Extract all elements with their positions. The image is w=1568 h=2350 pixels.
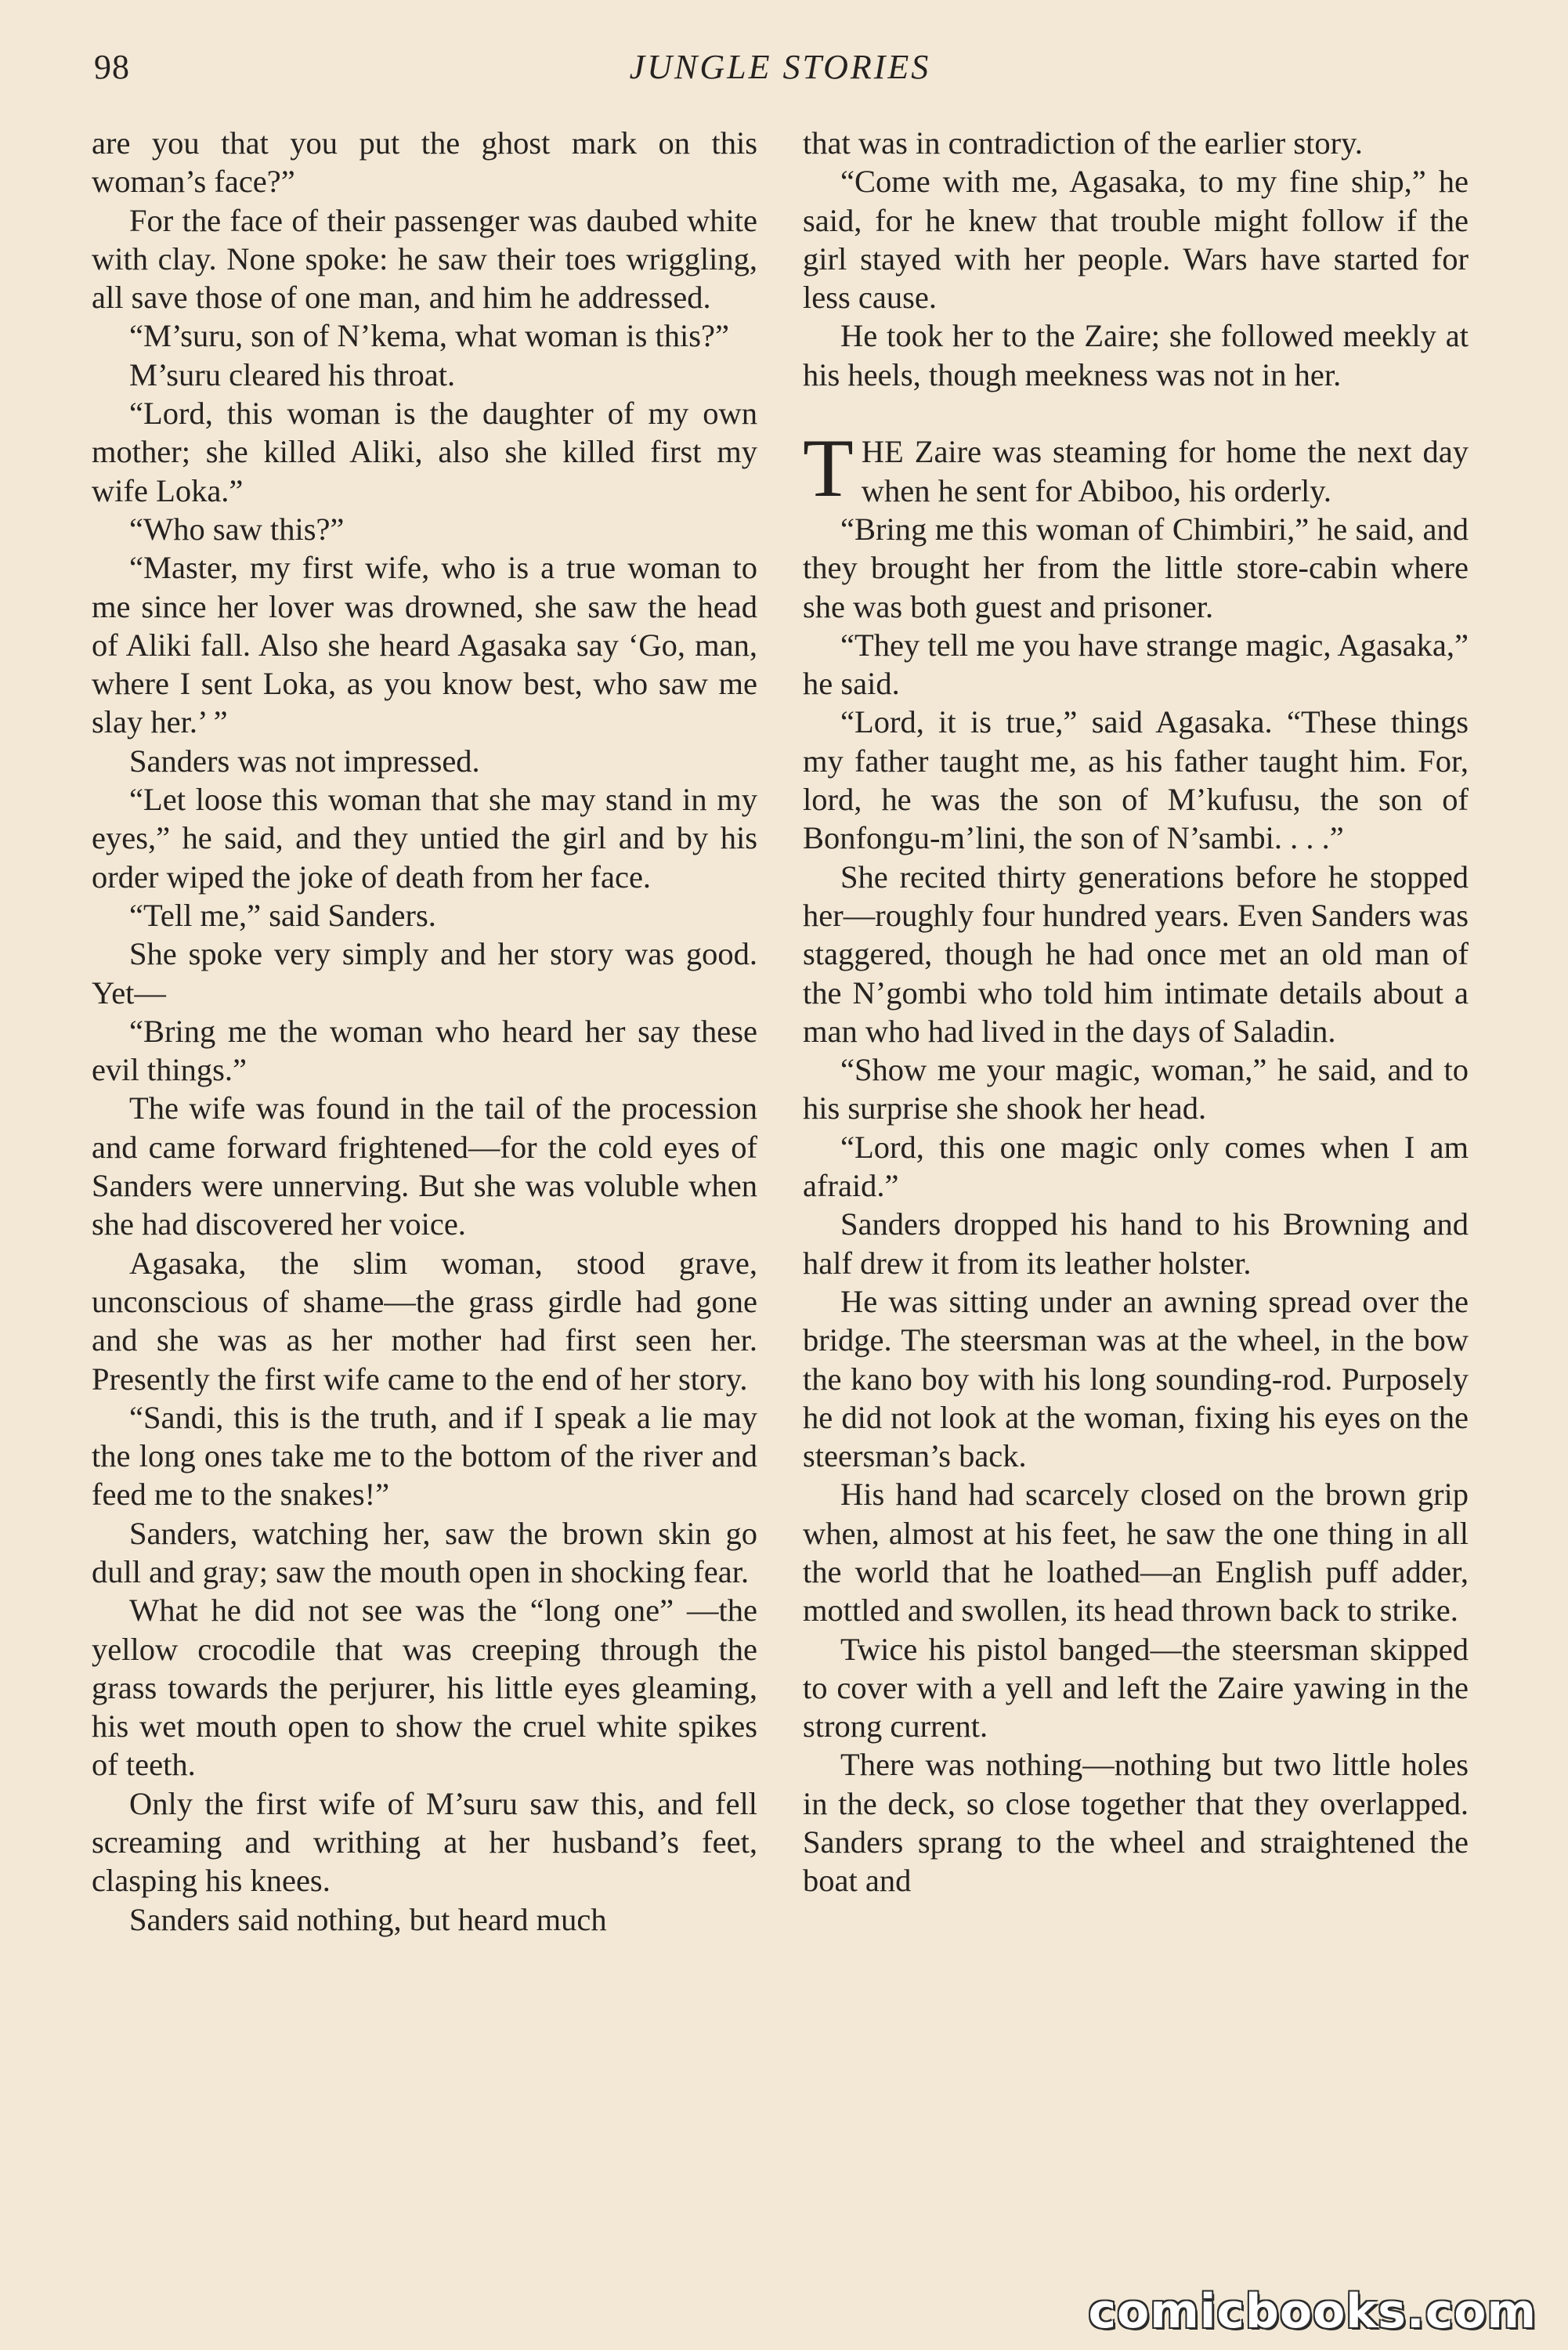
paragraph: “Lord, this woman is the daughter of my own mother; she killed Aliki, also she killed first my wife Loka.”: [92, 396, 757, 508]
paragraph: “They tell me you have strange magic, Agasaka,” he said.: [803, 627, 1469, 702]
drop-cap-text: HE Zaire was steaming for home the next day when he sent for Abiboo, his orderly.: [861, 434, 1469, 508]
paragraph: Twice his pistol banged—the steersman skipped to cover with a yell and left the Zaire yawing in the strong current.: [803, 1631, 1469, 1744]
paragraph: She recited thirty generations before he stopped her—roughly four hundred years. Even Sanders was staggered, though he had once met an old man of the N’gombi who told him intimate details about a man who had lived in the days of Saladin.: [803, 859, 1469, 1049]
paragraph: The wife was found in the tail of the procession and came forward frightened—for the cold eyes of Sanders were unnerving. But she was voluble when she had discovered her voice.: [92, 1090, 757, 1242]
paragraph: Agasaka, the slim woman, stood grave, unconscious of shame—the grass girdle had gone and she was as her mother had first seen her. Presently the first wife came to the end of her story.: [92, 1245, 757, 1397]
paragraph: Sanders was not impressed.: [129, 743, 480, 779]
paragraph: “Show me your magic, woman,” he said, and to his surprise she shook her head.: [803, 1052, 1469, 1126]
paragraph: “Sandi, this is the truth, and if I speak a lie may the long ones take me to the bottom of the river and feed me to the snakes!”: [92, 1399, 757, 1513]
paragraph: His hand had scarcely closed on the brown grip when, almost at his feet, he saw the one thing in all the world that he loathed—an English puff adder, mottled and swollen, its head thrown back to strike.: [803, 1477, 1469, 1629]
section-opening-paragraph: [803, 422, 1469, 515]
paragraph: He was sitting under an awning spread over the bridge. The steersman was at the wheel, in the bow the kano boy with his long sounding-rod. Purposely he did not look at the woman, fixing his eyes on the steersman’s back.: [803, 1283, 1469, 1474]
paragraph: She spoke very simply and her story was good. Yet—: [92, 936, 757, 1010]
paragraph: “Lord, this one magic only comes when I am afraid.”: [803, 1129, 1469, 1204]
page-header: [94, 41, 1466, 96]
paragraph: For the face of their passenger was daubed white with clay. None spoke: he saw their toes wriggling, all save those of one man, and him he addressed.: [92, 202, 757, 316]
page-number: 98: [94, 48, 130, 86]
paragraph: There was nothing—nothing but two little holes in the deck, so close together that they overlapped. Sanders sprang to the wheel and straightened the boat and: [803, 1747, 1469, 1899]
paragraph: He took her to the Zaire; she followed meekly at his heels, though meekness was not in her.: [803, 318, 1469, 392]
paragraph: “Come with me, Agasaka, to my fine ship,” he said, for he knew that trouble might follow if the girl stayed with her people. Wars have started for less cause.: [803, 164, 1469, 316]
drop-cap: T: [803, 422, 854, 515]
paragraph: Sanders, watching her, saw the brown skin go dull and gray; saw the mouth open in shocking fear.: [92, 1515, 757, 1589]
paragraph: Only the first wife of M’suru saw this, and fell screaming and writhing at her husband’s feet, clasping his knees.: [92, 1785, 757, 1899]
paragraph: What he did not see was the “long one” —the yellow crocodile that was creeping through the grass towards the perjurer, his little eyes gleaming, his wet mouth open to show the cruel white spikes of teeth.: [92, 1593, 757, 1783]
paragraph: “Lord, it is true,” said Agasaka. “These things my father taught me, as his father taught him. For, lord, he was the son of M’kufusu, the son of Bonfongu-m’lini, the son of N’sambi. . . .”: [803, 704, 1469, 856]
left-column: [92, 124, 757, 2301]
paragraph: that was in contradiction of the earlier story.: [803, 125, 1363, 161]
paragraph: “Master, my first wife, who is a true woman to me since her lover was drowned, she saw the head of Aliki fall. Also she heard Agasaka say ‘Go, man, where I sent Loka, as you know best, who saw me slay her.’ ”: [92, 550, 757, 740]
paragraph: “Tell me,” said Sanders.: [129, 897, 436, 933]
paragraph: “M’suru, son of N’kema, what woman is this?”: [129, 318, 729, 354]
site-watermark: comicbooks.com: [1088, 2284, 1537, 2339]
paragraph: are you that you put the ghost mark on this woman’s face?”: [92, 125, 757, 200]
paragraph: “Let loose this woman that she may stand in my eyes,” he said, and they untied the girl and by his order wiped the joke of death from her face.: [92, 782, 757, 895]
paragraph: M’suru cleared his throat.: [129, 356, 456, 392]
paragraph: “Bring me the woman who heard her say these evil things.”: [92, 1013, 757, 1088]
paragraph: Sanders said nothing, but heard much: [129, 1901, 607, 1937]
paragraph: “Bring me this woman of Chimbiri,” he said, and they brought her from the little store-cabin where she was both guest and prisoner.: [803, 511, 1469, 624]
paragraph: “Who saw this?”: [129, 511, 345, 547]
running-title: JUNGLE STORIES: [629, 48, 931, 86]
paragraph: Sanders dropped his hand to his Browning and half drew it from its leather holster.: [803, 1206, 1469, 1281]
right-column: [803, 124, 1469, 2301]
